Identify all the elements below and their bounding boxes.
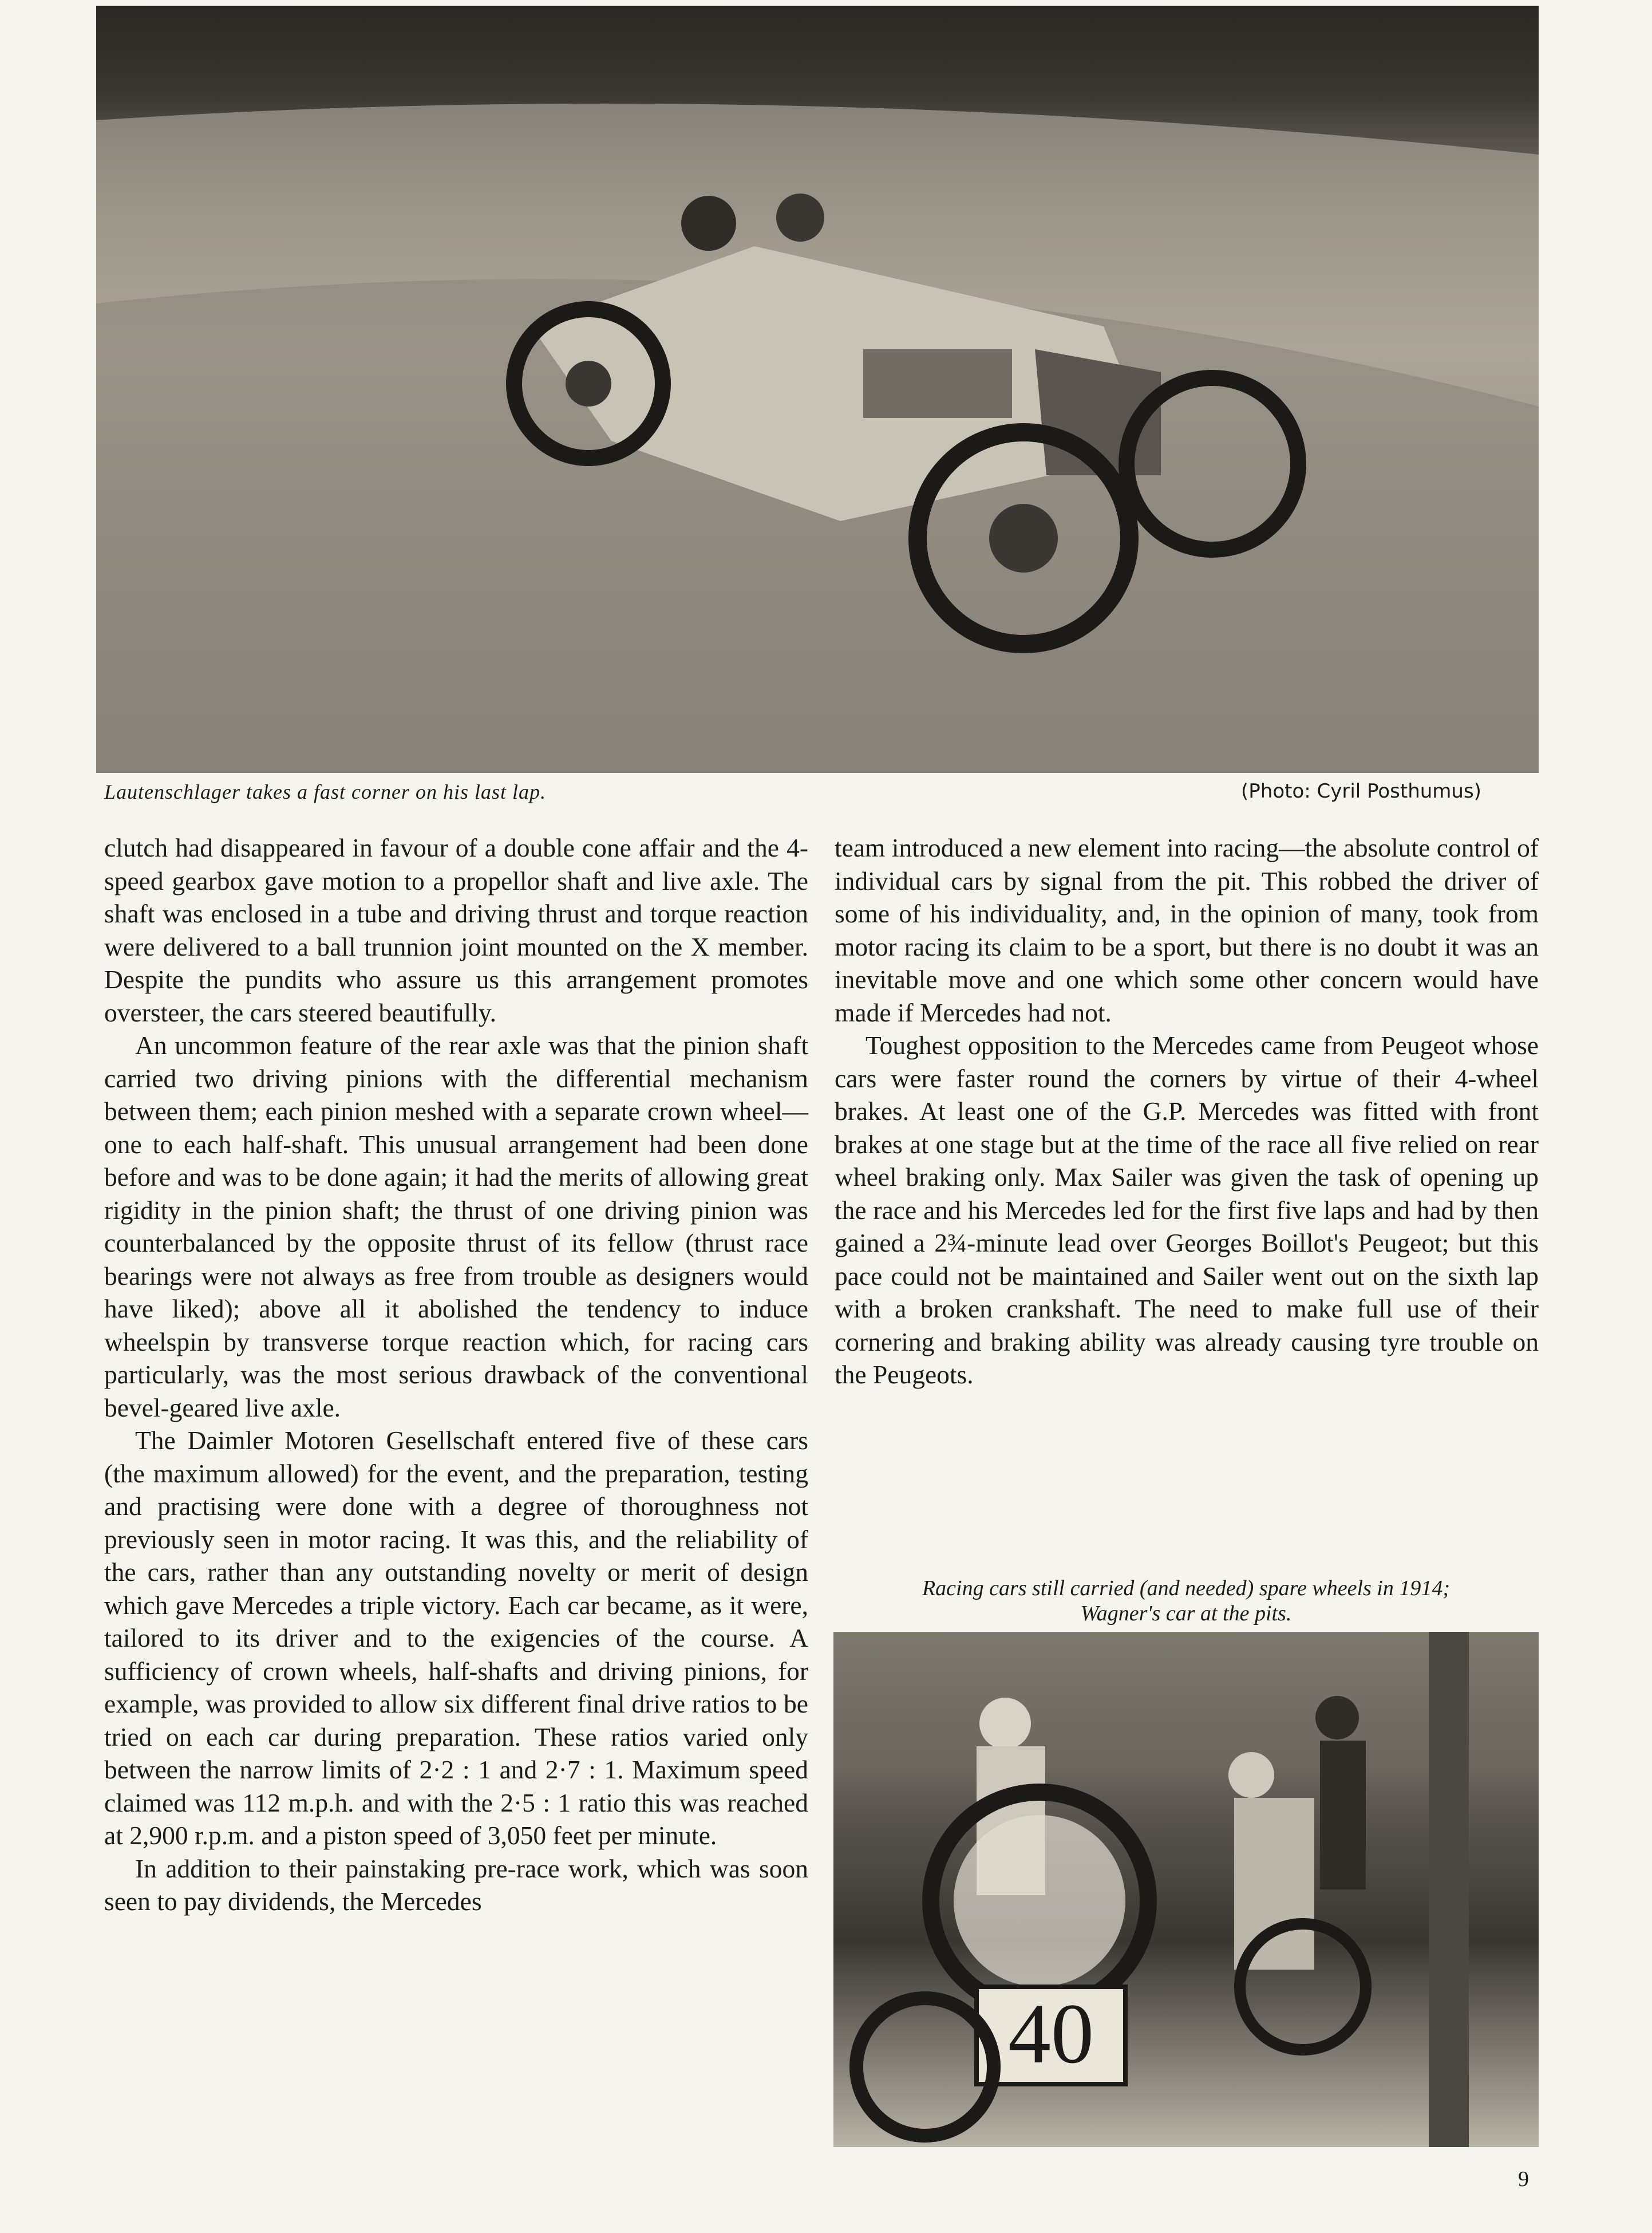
car-number-40: 40 — [1008, 1986, 1094, 2081]
left-column — [104, 831, 808, 1918]
left-paragraph-1: clutch had disappeared in favour of a double cone affair and the 4-speed gearbox gave motion to a propellor shaft and live axle. The shaft was enclosed in a tube and driving thrust and torque reaction were delivered to a ball trunnion joint mounted on the X member. Despite the pundits who assure us this arrangement promotes oversteer, the cars steered beautifully. — [104, 833, 808, 1027]
top-photo-credit: (Photo: Cyril Posthumus) — [1241, 780, 1481, 803]
right-paragraph-1: team introduced a new element into racing—the absolute control of individual cars by signal from the pit. This robbed the driver of some of his individuality, and, in the opinion of many, took from motor racing its claim to be a sport, but there is no doubt it was an inevitable move and one which some other concern would have made if Mercedes had not. — [835, 833, 1539, 1027]
photo-pits-illustration — [833, 1632, 1539, 2147]
left-paragraph-2: An uncommon feature of the rear axle was that the pinion shaft carried two driving pinions with the differential mechanism between them; each pinion meshed with a separate crown wheel—one to each half-shaft. This unusual arrangement had been done before and was to be done again; it had the merits of allowing great rigidity in the pinion shaft; the thrust of one driving pinion was counterbalanced by the opposite thrust of its fellow (thrust race bearings were not always as free from trouble as designers would have liked); above all it abolished the tendency to induce wheelspin by transverse torque reaction which, for racing cars particularly, was the most serious drawback of the conventional bevel-geared live axle. — [104, 1031, 808, 1422]
right-column — [835, 831, 1539, 1391]
photo-race-car-illustration — [96, 6, 1539, 773]
photo-lautenschlager-corner — [96, 6, 1539, 773]
bottom-caption-line-1: Racing cars still carried (and needed) spare wheels in 1914; — [922, 1576, 1451, 1600]
right-paragraph-2: Toughest opposition to the Mercedes came from Peugeot whose cars were faster round the corners by virtue of their 4-wheel brakes. At least one of the G.P. Mercedes was fitted with front brakes at one stage but at the time of the race all five relied on rear wheel braking only. Max Sailer was given the task of opening up the race and his Mercedes led for the first five laps and had by then gained a 2¾-minute lead over Georges Boillot's Peugeot; but this pace could not be maintained and Sailer went out on the sixth lap with a broken crankshaft. The need to make full use of their cornering and braking ability was already causing tyre trouble on the Peugeots. — [835, 1031, 1539, 1389]
photo-wagner-pits — [833, 1632, 1539, 2147]
bottom-photo-caption — [833, 1576, 1539, 1626]
bottom-caption-line-2: Wagner's car at the pits. — [1080, 1601, 1292, 1626]
page-number: 9 — [1518, 2167, 1529, 2191]
left-paragraph-3: The Daimler Motoren Gesellschaft entered five of these cars (the maximum allowed) for the event, and the preparation, testing and practising were done with a degree of thoroughness not previously seen in motor racing. It was this, and the reliability of the cars, rather than any outstanding novelty or merit of design which gave Mercedes a triple victory. Each car became, as it were, tailored to its driver and to the exigencies of the course. A sufficiency of crown wheels, half-shafts and driving pinions, for example, was provided to allow six different final drive ratios to be tried on each car during preparation. These ratios varied only between the narrow limits of 2·2 : 1 and 2·7 : 1. Maximum speed claimed was 112 m.p.h. and with the 2·5 : 1 ratio this was reached at 2,900 r.p.m. and a piston speed of 3,050 feet per minute. — [104, 1426, 808, 1850]
top-photo-caption: Lautenschlager takes a fast corner on his last lap. — [104, 780, 546, 803]
left-paragraph-4: In addition to their painstaking pre-race work, which was soon seen to pay dividends, the Mercedes — [104, 1853, 808, 1916]
